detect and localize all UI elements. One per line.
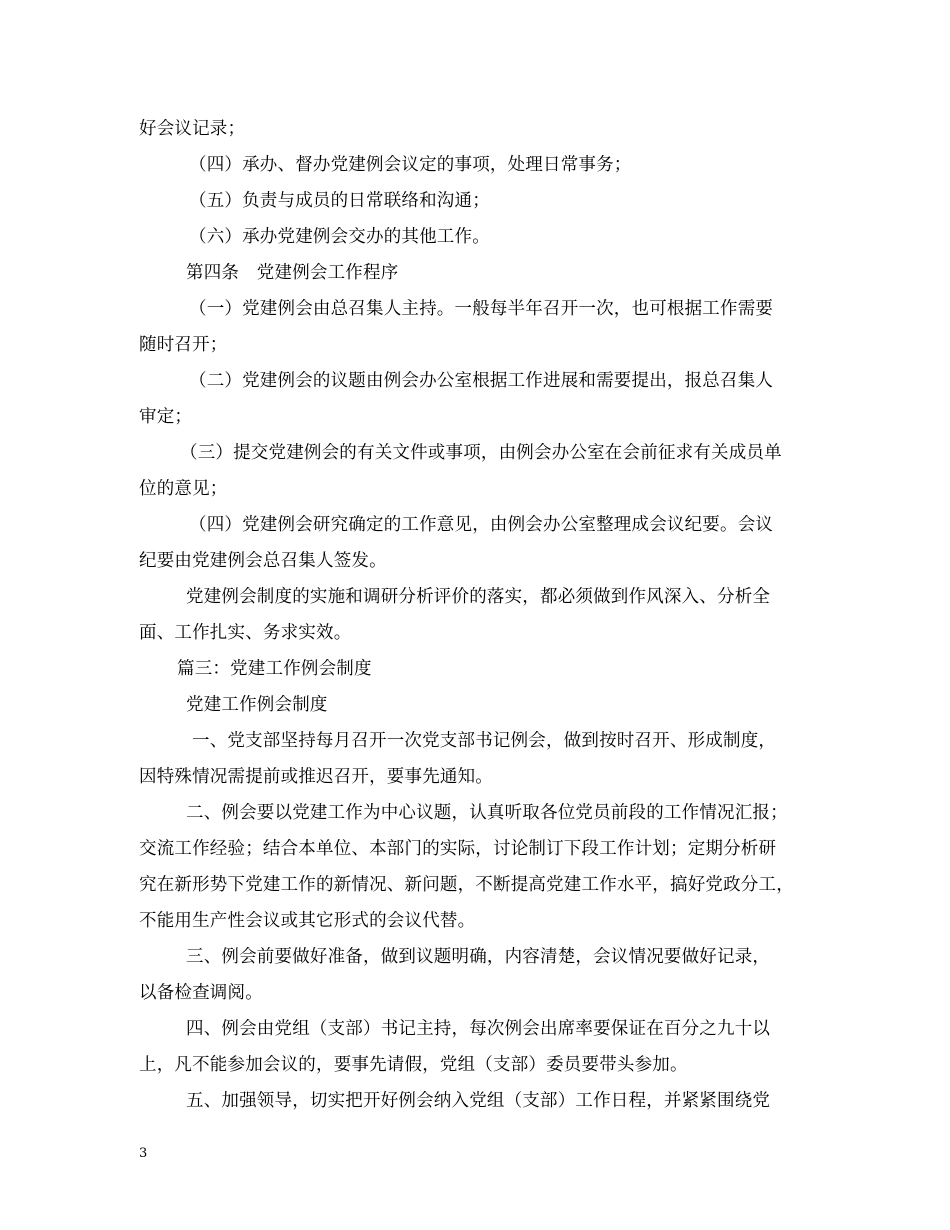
text-line: （一）党建例会由总召集人主持。一般每半年召开一次，也可根据工作需要 [189,299,774,319]
text-line: 党建例会制度的实施和调研分析评价的落实，都必须做到作风深入、分析全 [186,587,771,607]
text-line: （四）承办、督办党建例会议定的事项，处理日常事务； [189,155,632,175]
text-line: （五）负责与成员的日常联络和沟通； [189,191,490,211]
text-line: （二）党建例会的议题由例会办公室根据工作进展和需要提出，报总召集人 [189,371,774,391]
page-number: 3 [139,1146,148,1161]
text-line: 五、加强领导，切实把开好例会纳入党组（支部）工作日程，并紧紧围绕党 [186,1091,771,1111]
text-line: 二、例会要以党建工作为中心议题，认真听取各位党员前段的工作情况汇报； [186,803,788,823]
text-line: 好会议记录； [139,119,246,139]
text-line: （六）承办党建例会交办的其他工作。 [189,227,490,247]
document-title: 党建工作例会制度 [186,695,328,715]
text-line: 纪要由党建例会总召集人签发。 [139,551,387,571]
text-line: 上，凡不能参加会议的，要事先请假，党组（支部）委员要带头参加。 [139,1055,688,1075]
text-line: 因特殊情况需提前或推迟召开，要事先通知。 [139,767,493,787]
text-line: 一、党支部坚持每月召开一次党支部书记例会，做到按时召开、形成制度， [192,731,777,751]
text-line: 位的意见； [139,479,228,499]
text-line: 审定； [139,407,193,427]
section-heading: 篇三：党建工作例会制度 [177,659,372,679]
text-line: 随时召开； [139,335,228,355]
section-heading: 第四条 党建例会工作程序 [186,263,399,283]
text-line: 以备检查调阅。 [139,983,263,1003]
text-line: 面、工作扎实、务求实效。 [139,623,352,643]
text-line: 不能用生产性会议或其它形式的会议代替。 [139,911,476,931]
text-line: （四）党建例会研究确定的工作意见，由例会办公室整理成会议纪要。会议 [189,515,774,535]
text-line: 究在新形势下党建工作的新情况、新问题，不断提高党建工作水平，搞好党政分工， [139,875,794,895]
text-line: 交流工作经验；结合本单位、本部门的实际，讨论制订下段工作计划；定期分析研 [139,839,777,859]
text-line: （三）提交党建例会的有关文件或事项，由例会办公室在会前征求有关成员单 [180,443,782,463]
text-line: 三、例会前要做好准备，做到议题明确，内容清楚，会议情况要做好记录， [186,947,771,967]
text-line: 四、例会由党组（支部）书记主持，每次例会出席率要保证在百分之九十以 [186,1019,771,1039]
